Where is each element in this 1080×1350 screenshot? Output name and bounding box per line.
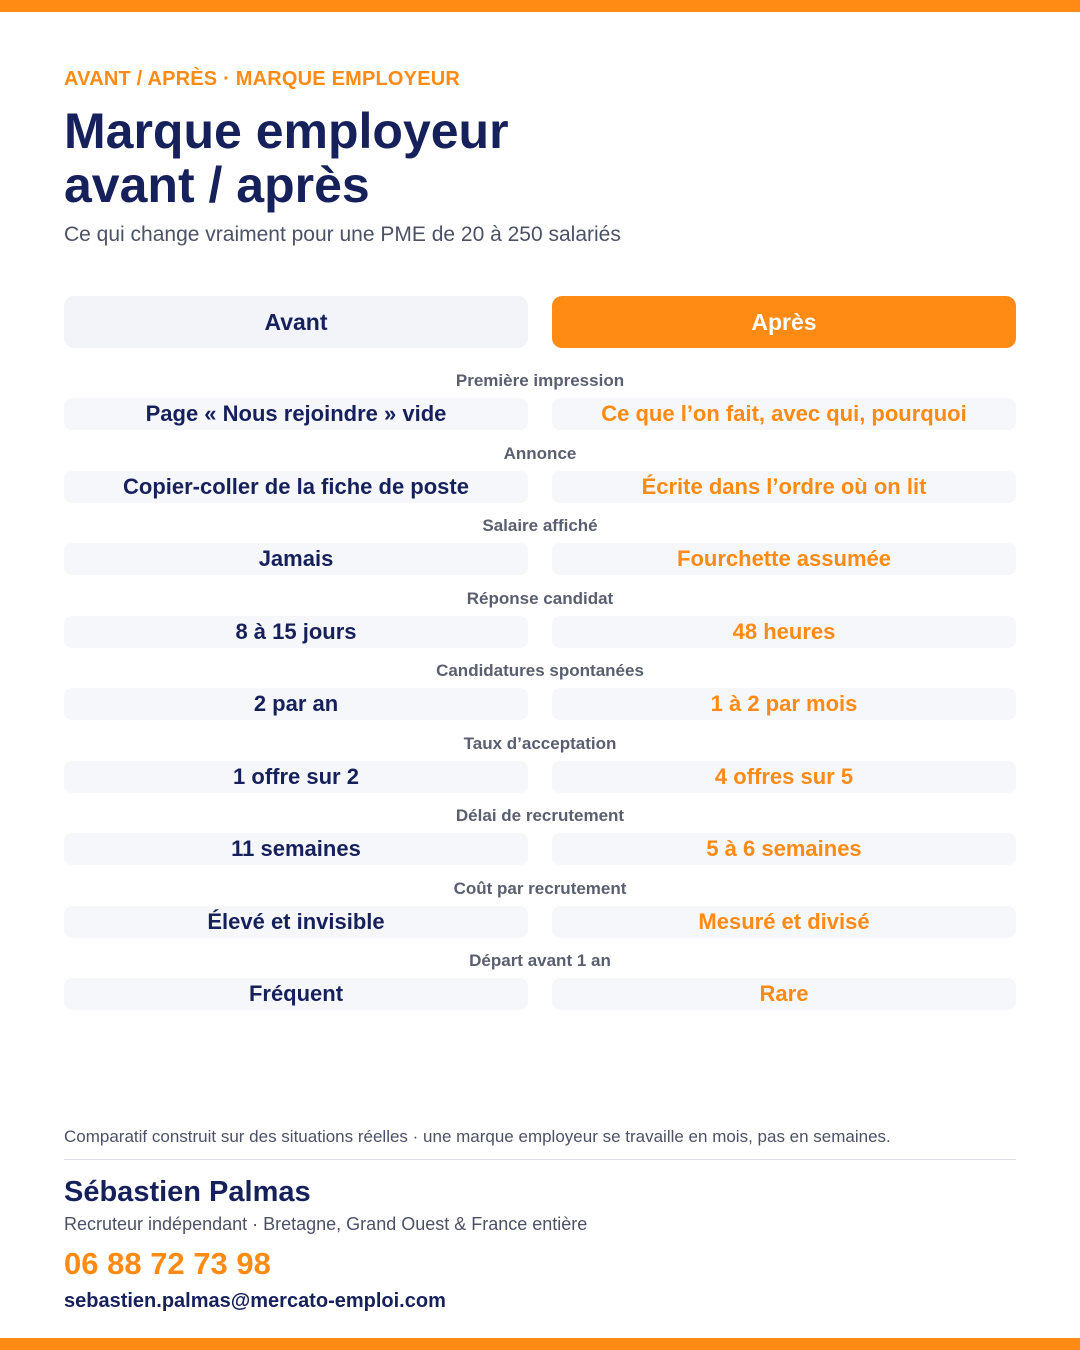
before-value: Fréquent — [64, 978, 528, 1010]
row-category: Taux d’acceptation — [463, 733, 617, 753]
comparison-row — [64, 805, 1016, 878]
comparison-row — [64, 878, 1016, 951]
title-line-2: avant / après — [64, 157, 370, 213]
before-value: Page « Nous rejoindre » vide — [64, 398, 528, 430]
before-value: 11 semaines — [64, 833, 528, 865]
after-value: 4 offres sur 5 — [552, 761, 1016, 793]
after-value: 1 à 2 par mois — [552, 688, 1016, 720]
before-value: 2 par an — [64, 688, 528, 720]
comparison-row — [64, 515, 1016, 588]
before-value: 8 à 15 jours — [64, 616, 528, 648]
header-after: Après — [552, 296, 1016, 348]
footnote: Comparatif construit sur des situations réelles · une marque employeur se travaille en mois, pas en semaines. — [64, 1127, 891, 1146]
header-before: Avant — [64, 296, 528, 348]
subtitle: Ce qui change vraiment pour une PME de 20 à 250 salariés — [64, 223, 621, 246]
after-value: 5 à 6 semaines — [552, 833, 1016, 865]
author-name: Sébastien Palmas — [64, 1176, 311, 1208]
after-value: Écrite dans l’ordre où on lit — [552, 471, 1016, 503]
comparison-row — [64, 660, 1016, 733]
before-value: Copier-coller de la fiche de poste — [64, 471, 528, 503]
row-category: Réponse candidat — [466, 588, 614, 608]
eyebrow: AVANT / APRÈS · MARQUE EMPLOYEUR — [64, 68, 461, 90]
row-category: Délai de recrutement — [455, 806, 625, 825]
after-value: Fourchette assumée — [552, 543, 1016, 575]
comparison-table — [64, 370, 1016, 1023]
divider — [64, 1159, 1016, 1160]
bottom-accent-bar — [0, 1338, 1080, 1350]
top-accent-bar — [0, 0, 1080, 12]
comparison-row — [64, 588, 1016, 661]
author-role: Recruteur indépendant · Bretagne, Grand Ouest & France entière — [64, 1214, 588, 1234]
before-value: Élevé et invisible — [64, 906, 528, 938]
comparison-row — [64, 733, 1016, 806]
email-address[interactable]: sebastien.palmas@mercato-emploi.com — [64, 1290, 446, 1312]
row-category: Salaire affiché — [482, 516, 598, 535]
comparison-row — [64, 443, 1016, 516]
after-value: Rare — [552, 978, 1016, 1010]
after-value: Mesuré et divisé — [552, 906, 1016, 938]
row-category: Départ avant 1 an — [469, 951, 611, 970]
row-category: Annonce — [503, 443, 577, 463]
row-category: Candidatures spontanées — [436, 661, 644, 680]
title-line-1: Marque employeur — [64, 103, 509, 159]
row-category: Coût par recrutement — [453, 878, 627, 898]
column-headers — [64, 296, 1016, 348]
comparison-row — [64, 950, 1016, 1023]
row-category: Première impression — [455, 371, 625, 390]
phone-number[interactable]: 06 88 72 73 98 — [64, 1246, 271, 1281]
page-title — [64, 104, 509, 212]
after-value: Ce que l’on fait, avec qui, pourquoi — [552, 398, 1016, 430]
before-value: 1 offre sur 2 — [64, 761, 528, 793]
after-value: 48 heures — [552, 616, 1016, 648]
before-value: Jamais — [64, 543, 528, 575]
comparison-row — [64, 370, 1016, 443]
